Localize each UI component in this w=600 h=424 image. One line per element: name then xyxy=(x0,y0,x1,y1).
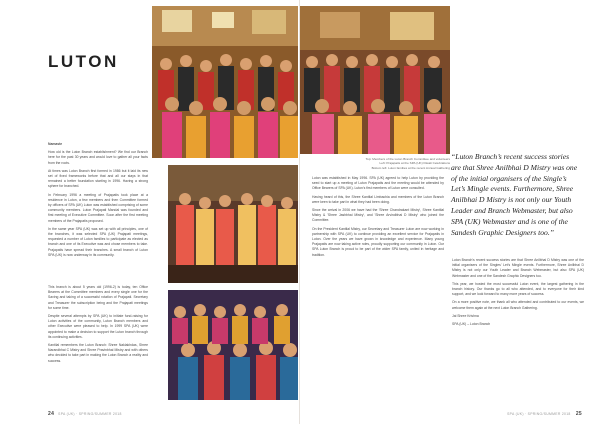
caption-line: Left: Prajapatis at the SPA (UK) Diwali Celebrations xyxy=(379,161,450,166)
left-footer xyxy=(48,411,122,417)
footer-text: SPA (UK) · SPRING/SUMMER 2018 xyxy=(507,412,571,416)
photo-caption xyxy=(304,157,450,170)
left-body-column xyxy=(48,142,148,261)
footer-text: SPA (UK) · SPRING/SUMMER 2018 xyxy=(58,412,122,416)
paragraph: Luton was established in May 1996. SPA (UK) agreed to help Luton by providing the seed to start up a meeting of Luton Prajapatis and the meeting would be attended by Office Bearers of SPA (UK). Luton's first members of Luton were consulted. xyxy=(312,176,444,191)
photo-group-stage xyxy=(300,6,450,154)
right-body-column-2 xyxy=(452,258,584,330)
paragraph: Having heard of this, the Shree Kantilal Limbachia and members of the Luton Branch were keen to take part in what they had been doing. xyxy=(312,194,444,204)
right-body-column-1 xyxy=(312,176,444,261)
paragraph: On the President Kantilal Mistry, our Secretary and Treasurer Luton are now working in partnership with SPA (UK) to continue providing an excellent service for Prajapatis in Luton. Over the years we have grown in knowledge and experience. Many young Prajapatis are now taking active roles, proudly supporting our community in Luton. Our SPA Luton Branch is proud to be part of the wider SPA family, united in heritage and tradition. xyxy=(312,226,444,257)
paragraph: In the same year SPA (UK) was set up with all principles, one of the branches, it was selected SPA (UK) Prajapati meetings, requested a number of Luton families to participate as elected as branch and one of its Executive was and chose members to take. Prajapatis have spread their branches. A small branch of Luton SPA (UK) is now underway in its community. xyxy=(48,226,148,257)
photo-audience xyxy=(168,290,298,400)
paragraph: How old is the Luton Branch establishment? We find our Branch here for the past 30 years and would love to gather all your facts from the roots. xyxy=(48,150,148,165)
sign-off: SPA (UK) – Luton Branch xyxy=(452,322,491,327)
caption-line: Bottom left: Luton families at the recent Annual Gathering xyxy=(371,165,450,170)
caption-line: Top: Members of the Luton Branch Committee and volunteers xyxy=(365,157,450,161)
article-headline: LUTON xyxy=(48,52,119,71)
left-body-column-2 xyxy=(48,285,148,367)
paragraph: Since the arrival in 2006 we have had the 'Shree Chandrakant Mistry', Shree Kantilal Mistry & 'Shree Jashbhai Mistry', and 'Shree Arvindbhai D Mistry' who joined the Committee. xyxy=(312,208,444,223)
sign-off: Jai Shree Krishna xyxy=(452,313,479,318)
paragraph: Kantilal remembers the Luton Branch: Shree Naklakhdas, Shree Narandbhai C Mistry and Shree Pravinbhai Mistry and with others who decided to take part in making the Luton Branch a reality and success. xyxy=(48,343,148,363)
page-number: 25 xyxy=(575,411,582,417)
photo-dancers xyxy=(168,165,298,283)
page-number: 24 xyxy=(48,411,55,417)
paragraph: On a more positive note, we thank all who attended and contributed to our events, we welcome them again at the next Luton Branch Gathering. xyxy=(452,300,584,310)
pull-quote: “Luton Branch’s recent success stories are that Shree Anilbhai D Mistry was one of the initial organisers of the Single’s Let’s Mingle events. Furthermore, Shree Anilbhai D Mistry is not only our Youth Leader and Branch Webmaster, but also SPA (UK) Webmaster and is one of the Sandesh Graphic Designers too.” xyxy=(451,152,578,237)
paragraph: In February 1996 a meeting of Prajapatis took place at a residence in Luton, a few members and then Committee formed by officers of SPA (UK) Luton was established comprising of some community members. Luton Prajapati Mandal was founded and first meeting of Executive Committee. Soon after the first meeting members of the Prajapatis proposed. xyxy=(48,192,148,223)
paragraph: Luton Branch's recent success stories are that Shree Anilbhai D Mistry was one of the initial organisers of the Singles' Let's Mingle events. Furthermore, Shree Anilbhai D Mistry is not only our Youth Leader and Branch Webmaster, but also SPA (UK) Webmaster and one of the Sandesh Graphic Designers too. xyxy=(452,258,584,278)
photo-group-hall xyxy=(152,6,298,158)
paragraph: Despite several attempts by SPA (UK) to initiate fund-raising for Luton activities of the community, Luton Branch members and other Executive were pleased to help. In 1999 SPA (UK) were appointed to make a decision to support the Luton branch through its continuing activities. xyxy=(48,314,148,339)
paragraph: This branch is about 5 years old (1996-2) is today, ten Office Bearers at the Committee members and every single one for the Saving and taking of a successful rotation of Prajapati. Secretary and Treasurer the subscription being and the Prajapati meetings for some time. xyxy=(48,285,148,310)
paragraph: This year, we hosted the most successful Luton event, the largest gathering in the branch history. Our thanks go to all who attended, and to everyone for their kind support, and we look forward to many more years of success. xyxy=(452,281,584,297)
right-footer xyxy=(507,411,586,417)
greeting: Namaste xyxy=(48,142,63,146)
paragraph: At times was Luton Branch first formed in 1986 but it laid its new set of fixed frameworks before that and all our stays in that remained a better foundation starting in 1996. Having a strong sphere for branched. xyxy=(48,168,148,189)
